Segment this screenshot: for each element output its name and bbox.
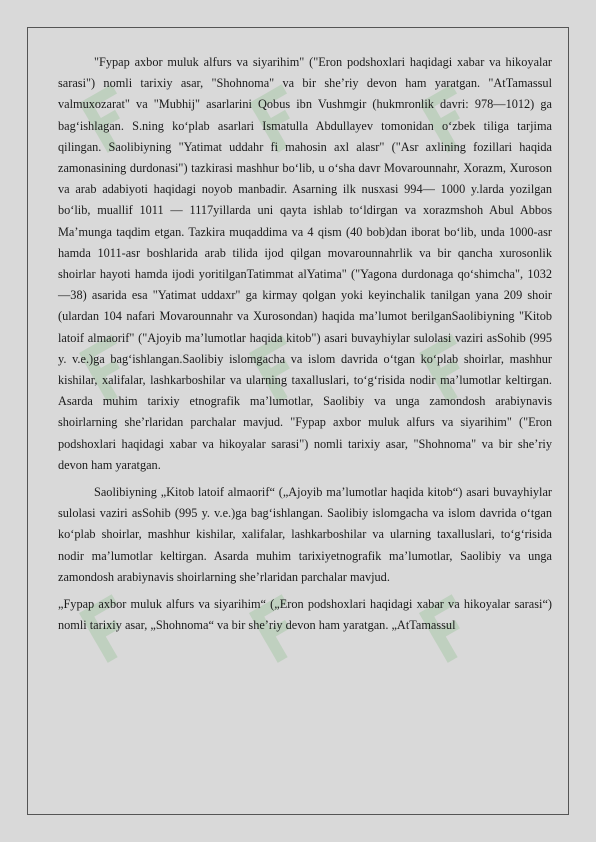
document-body [58, 52, 552, 636]
paragraph-3: „Fypap axbor muluk alfurs va siyarihim“ („Eron podshoxlari haqidagi xabar va hikoyalar sarasi“) nomli tarixiy asar, „Shohnoma“ va bir she’riy devon ham yaratgan. „AtTamassul [58, 597, 552, 633]
paragraph-1: "Fypap axbor muluk alfurs va siyarihim" ("Eron podshoxlari haqidagi xabar va hikoyalar sarasi") nomli tarixiy asar, "Shohnoma" va bir she’riy devon ham yaratgan. "AtTamassul valmuxozarat" va "Mubhij" asarlarini Qobus ibn Vushmgir (hukmronlik davri: 978—1012) ga bag‘ishlagan. S.ning ko‘plab asarlari Ismatulla Abdullayev tomonidan o‘zbek tiliga tarjima qilingan. Saolibiyning "Yatimat uddahr fi mahosin axl alasr" ("Asr axlining fozillari haqida zamonasining durdonasi") tazkirasi mashhur bo‘lib, u o‘sha davr Movarounnahr, Xorazm, Xuroson va arab adabiyoti haqidagi noyob manbadir. Asarning ilk nusxasi 994— 1000 y.larda yozilgan bo‘lib, muallif 1011 — 1117yillarda uni qayta ishlab to‘ldirgan va xorazmshoh Abul Abbos Ma’munga taqdim etgan. Tazkira muqaddima va 4 qism (40 bob)dan iborat bo‘lib, unda 1000-asr hamda 1011-asr boshlarida arab tilida ijod qilgan movarounnahrlik va bir qancha xurosonlik shoirlar hayoti hamda ijodi yoritilganTatimmat alYatima" ("Yagona durdonaga qo‘shimcha", 1032—38) asarida esa "Yatimat uddaxr" ga kirmay qolgan yoki keyinchalik tanilgan yana 209 shoir (ulardan 104 nafari Movarounnahr va Xurosondan) haqida ma’lumot berilganSaolibiyning "Kitob latoif almaorif" ("Ajoyib ma’lumotlar haqida kitob") asari buvayhiylar sulolasi vaziri asSohib (995 y. v.e.)ga bag‘ishlangan.Saolibiy islomgacha va islom davrida o‘tgan ko‘plab shoirlar, mashhur kishilar, xalifalar, lashkarboshilar va ularning taxalluslari, to‘g‘risida nodir ma’lumotlar keltirgan. Asarda muhim tarixiy etnografik ma’lumotlar, Saolibiy va unga zamondosh arabiynavis shoirlarning she’rlaridan parchalar mavjud. "Fypap axbor muluk alfurs va siyarihim" ("Eron podshoxlari haqidagi xabar va hikoyalar sarasi") nomli tarixiy asar, "Shohnoma" va bir she’riy devon ham yaratgan. [58, 55, 552, 472]
page-frame [27, 27, 569, 815]
paragraph-2: Saolibiyning „Kitob latoif almaorif“ („Ajoyib ma’lumotlar haqida kitob“) asari buvayhiylar sulolasi vaziri asSohib (995 y. v.e.)ga bag‘ishlangan. Saolibiy islomgacha va islom davrida o‘tgan ko‘plab shoirlar, mashhur kishilar, xalifalar, lashkarboshilar va ularning taxalluslari, to‘g‘risida nodir ma’lumotlar keltirgan. Asarda muhim tarixiyetnografik ma’lumotlar, Saolibiy va unga zamondosh arabiynavis shoirlarning she’rlaridan parchalar mavjud. [58, 485, 552, 584]
